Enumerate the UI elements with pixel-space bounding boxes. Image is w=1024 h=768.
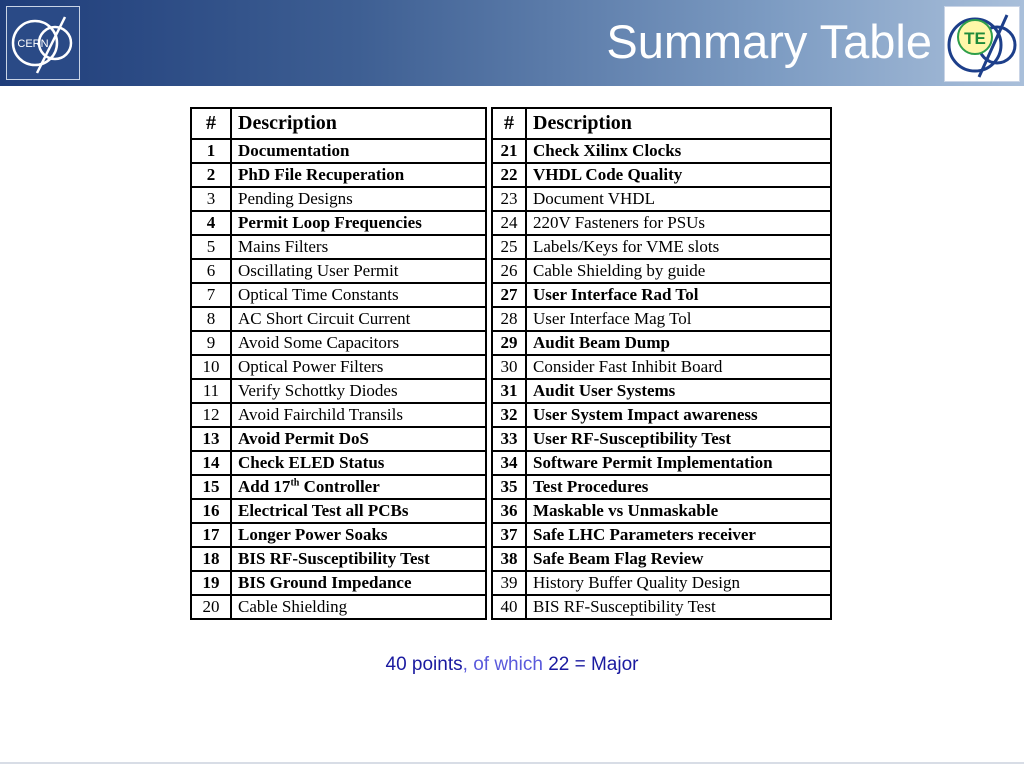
item-description: Electrical Test all PCBs: [231, 499, 486, 523]
header-num-left: #: [191, 108, 231, 139]
item-description: Check Xilinx Clocks: [526, 139, 831, 163]
summary-table: [190, 107, 832, 620]
item-number: 15: [191, 475, 231, 499]
item-number: 38: [492, 547, 526, 571]
item-number: 32: [492, 403, 526, 427]
table-row: [191, 259, 831, 283]
table-row: [191, 523, 831, 547]
item-number: 36: [492, 499, 526, 523]
item-number: 11: [191, 379, 231, 403]
table-row: [191, 139, 831, 163]
item-description: Labels/Keys for VME slots: [526, 235, 831, 259]
item-description: BIS RF-Susceptibility Test: [231, 547, 486, 571]
table-row: [191, 235, 831, 259]
item-number: 14: [191, 451, 231, 475]
item-number: 19: [191, 571, 231, 595]
footer-major-count: 22 = Major: [548, 654, 639, 675]
te-logo-text: TE: [964, 29, 986, 48]
table-body: [191, 139, 831, 619]
item-description: Oscillating User Permit: [231, 259, 486, 283]
item-number: 18: [191, 547, 231, 571]
header-desc-left: Description: [231, 108, 486, 139]
cern-logo-text: CERN: [17, 38, 49, 50]
item-description: User Interface Mag Tol: [526, 307, 831, 331]
table-row: [191, 187, 831, 211]
item-description-text-suffix: Controller: [299, 477, 380, 496]
item-description: BIS Ground Impedance: [231, 571, 486, 595]
page-title: Summary Table: [606, 15, 932, 68]
item-number: 12: [191, 403, 231, 427]
item-description: Audit Beam Dump: [526, 331, 831, 355]
item-number: 22: [492, 163, 526, 187]
item-description: Avoid Some Capacitors: [231, 331, 486, 355]
item-number: 30: [492, 355, 526, 379]
table-row: [191, 595, 831, 619]
item-number: 6: [191, 259, 231, 283]
item-description: VHDL Code Quality: [526, 163, 831, 187]
summary-table-container: [190, 107, 830, 641]
item-description: User Interface Rad Tol: [526, 283, 831, 307]
item-number: 13: [191, 427, 231, 451]
item-number: 10: [191, 355, 231, 379]
table-row: [191, 211, 831, 235]
item-number: 26: [492, 259, 526, 283]
footer-connector: , of which: [462, 654, 549, 675]
item-description: History Buffer Quality Design: [526, 571, 831, 595]
item-description: Safe Beam Flag Review: [526, 547, 831, 571]
item-number: 25: [492, 235, 526, 259]
item-number: 23: [492, 187, 526, 211]
slide-header: [0, 0, 1024, 86]
item-number: 20: [191, 595, 231, 619]
table-row: [191, 427, 831, 451]
item-number: 3: [191, 187, 231, 211]
item-description: Audit User Systems: [526, 379, 831, 403]
item-description: Safe LHC Parameters receiver: [526, 523, 831, 547]
item-number: 28: [492, 307, 526, 331]
item-description: Documentation: [231, 139, 486, 163]
item-description: Avoid Permit DoS: [231, 427, 486, 451]
item-number: 4: [191, 211, 231, 235]
item-number: 2: [191, 163, 231, 187]
cern-logo-icon: [7, 7, 79, 79]
te-logo-icon: [945, 7, 1019, 81]
item-description: Consider Fast Inhibit Board: [526, 355, 831, 379]
item-description: Longer Power Soaks: [231, 523, 486, 547]
item-number: 33: [492, 427, 526, 451]
item-number: 16: [191, 499, 231, 523]
item-description: 220V Fasteners for PSUs: [526, 211, 831, 235]
item-number: 17: [191, 523, 231, 547]
table-row: [191, 307, 831, 331]
table-row: [191, 283, 831, 307]
table-row: [191, 331, 831, 355]
item-number: 7: [191, 283, 231, 307]
item-description-superscript: th: [290, 477, 300, 489]
table-row: [191, 403, 831, 427]
item-number: 8: [191, 307, 231, 331]
item-description: BIS RF-Susceptibility Test: [526, 595, 831, 619]
footer-points-count: 40 points: [385, 654, 463, 675]
item-description: Verify Schottky Diodes: [231, 379, 486, 403]
table-row: [191, 571, 831, 595]
header-num-right: #: [492, 108, 526, 139]
item-number: 29: [492, 331, 526, 355]
table-row: [191, 451, 831, 475]
bottom-divider: [0, 762, 1024, 764]
item-number: 37: [492, 523, 526, 547]
item-number: 24: [492, 211, 526, 235]
item-description: Software Permit Implementation: [526, 451, 831, 475]
item-number: 9: [191, 331, 231, 355]
table-row: [191, 547, 831, 571]
item-description: PhD File Recuperation: [231, 163, 486, 187]
cern-logo: [6, 6, 80, 80]
item-description: Maskable vs Unmaskable: [526, 499, 831, 523]
item-description: [231, 475, 486, 499]
item-description-text: Add 17: [238, 477, 291, 496]
summary-footer: [0, 654, 1024, 676]
te-logo: [944, 6, 1020, 82]
item-description: Document VHDL: [526, 187, 831, 211]
table-row: [191, 475, 831, 499]
item-number: 39: [492, 571, 526, 595]
item-description: Check ELED Status: [231, 451, 486, 475]
item-description: User RF-Susceptibility Test: [526, 427, 831, 451]
item-description: User System Impact awareness: [526, 403, 831, 427]
item-description: Optical Power Filters: [231, 355, 486, 379]
item-number: 27: [492, 283, 526, 307]
item-number: 1: [191, 139, 231, 163]
table-row: [191, 379, 831, 403]
item-number: 34: [492, 451, 526, 475]
item-number: 40: [492, 595, 526, 619]
item-description: Avoid Fairchild Transils: [231, 403, 486, 427]
item-description: Cable Shielding by guide: [526, 259, 831, 283]
header-desc-right: Description: [526, 108, 831, 139]
item-description: Mains Filters: [231, 235, 486, 259]
table-row: [191, 163, 831, 187]
table-header-row: [191, 108, 831, 139]
table-row: [191, 355, 831, 379]
item-description: Test Procedures: [526, 475, 831, 499]
item-number: 35: [492, 475, 526, 499]
item-number: 5: [191, 235, 231, 259]
table-row: [191, 499, 831, 523]
item-description: AC Short Circuit Current: [231, 307, 486, 331]
item-description: Permit Loop Frequencies: [231, 211, 486, 235]
item-description: Cable Shielding: [231, 595, 486, 619]
item-number: 21: [492, 139, 526, 163]
item-number: 31: [492, 379, 526, 403]
item-description: Pending Designs: [231, 187, 486, 211]
item-description: Optical Time Constants: [231, 283, 486, 307]
